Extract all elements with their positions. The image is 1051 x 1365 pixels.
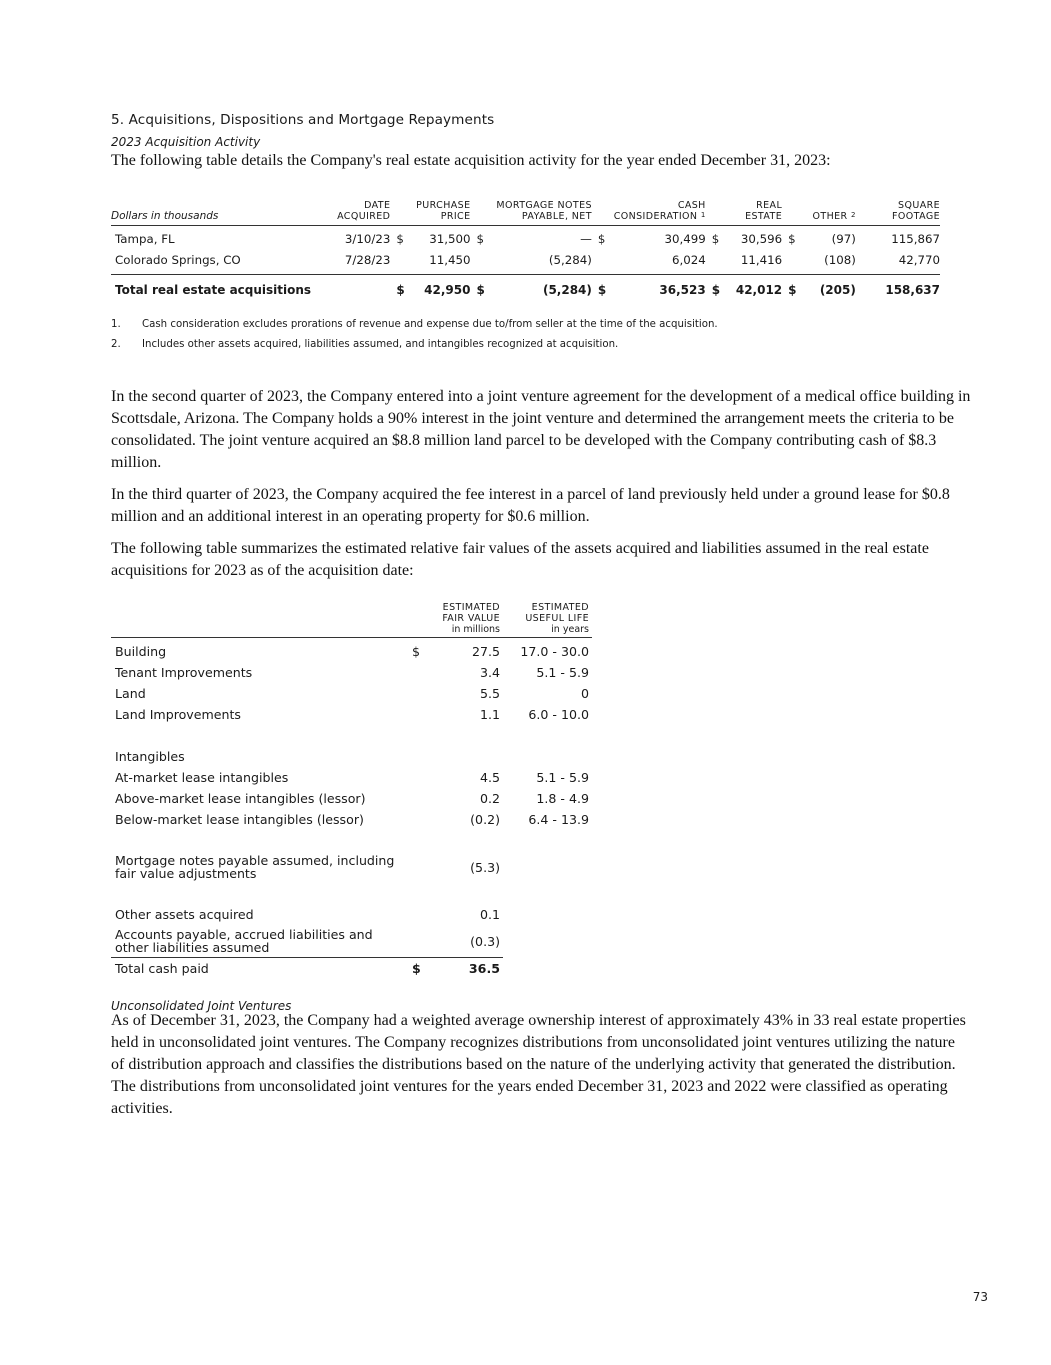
purchase-price-header: PURCHASE PRICE bbox=[390, 200, 470, 226]
currency-symbol: $ bbox=[396, 231, 404, 246]
other-cell: (108) bbox=[824, 252, 856, 267]
acquisition-activity-subheading: 2023 Acquisition Activity bbox=[111, 135, 261, 149]
other-cell: (97) bbox=[831, 231, 856, 246]
document-page bbox=[111, 110, 971, 1117]
total-label: Total real estate acquisitions bbox=[111, 275, 320, 303]
footnote-marker-2: 2 bbox=[850, 211, 856, 219]
table-row: Land 5.5 0 bbox=[115, 686, 589, 701]
price-cell: 31,500 bbox=[429, 231, 471, 246]
currency-symbol: $ bbox=[412, 644, 421, 659]
currency-symbol: $ bbox=[476, 231, 484, 246]
intro-paragraph: The following table details the Company's real estate acquisition activity for the year ended December 31, 2023: bbox=[111, 152, 831, 169]
date-cell: 3/10/23 bbox=[344, 231, 391, 246]
location-cell: Colorado Springs, CO bbox=[115, 252, 241, 267]
cash-cell: 30,499 bbox=[664, 231, 706, 246]
sqft-cell: 115,867 bbox=[891, 231, 940, 246]
footnotes bbox=[111, 315, 718, 355]
footnote-marker-1: 1 bbox=[700, 211, 706, 219]
table-row: Below-market lease intangibles (lessor) (0.2) 6.4 - 13.9 bbox=[115, 812, 589, 827]
date-acquired-header: DATE ACQUIRED bbox=[320, 200, 390, 226]
location-cell: Tampa, FL bbox=[115, 231, 175, 246]
currency-symbol: $ bbox=[788, 231, 796, 246]
currency-symbol: $ bbox=[711, 231, 720, 246]
section-heading: 5. Acquisitions, Dispositions and Mortgage Repayments bbox=[111, 112, 495, 128]
currency-symbol: $ bbox=[470, 275, 488, 303]
total-price: 42,950 bbox=[408, 275, 470, 303]
cash-consideration-header: CASH CONSIDERATION $^1$ bbox=[592, 200, 706, 226]
real-estate-cell: 30,596 bbox=[740, 231, 783, 246]
table-row bbox=[111, 746, 592, 767]
total-other: (205) bbox=[800, 275, 856, 303]
table-row: Tenant Improvements 3.4 5.1 - 5.9 bbox=[115, 665, 589, 680]
fee-interest-paragraph: In the third quarter of 2023, the Company acquired the fee interest in a parcel of land previously held under a ground lease for $0.8 million and an additional interest in an operating property for $0.6 million. bbox=[111, 486, 950, 525]
acquisitions-table bbox=[111, 200, 940, 302]
currency-symbol: $ bbox=[706, 275, 724, 303]
fair-value-header: ESTIMATED FAIR VALUE in millions bbox=[412, 602, 503, 638]
units-header: Dollars in thousands bbox=[111, 200, 320, 226]
total-cash: 36,523 bbox=[610, 275, 706, 303]
table-row: Accounts payable, accrued liabilities and other liabilities assumed (0.3) bbox=[115, 927, 500, 955]
total-cash-paid-row: Total cash paid $ 36.5 bbox=[111, 958, 592, 979]
joint-venture-paragraph: In the second quarter of 2023, the Company entered into a joint venture agreement for the development of a medical office building in Scottsdale, Arizona. The Company holds a 90% interest in the joint venture and determined the arrangement meets the criteria to be consolidated. The joint venture acquired an $8.8 million land parcel to be developed with the Company contributing cash of $8.3 million. bbox=[111, 388, 971, 471]
footnote-1: 1. Cash consideration excludes prorations of revenue and expense due to/from seller at the time of the acquisition. bbox=[111, 319, 718, 330]
table-row: Building $ 27.5 17.0 - 30.0 bbox=[111, 638, 592, 663]
currency-symbol: $ bbox=[597, 231, 606, 246]
currency-symbol: $ bbox=[592, 275, 610, 303]
real-estate-cell: 11,416 bbox=[740, 252, 783, 267]
fair-value-table bbox=[111, 602, 592, 978]
mortgage-cell: — bbox=[580, 231, 592, 246]
intangibles-label: Intangibles bbox=[115, 749, 185, 764]
total-real-estate: 42,012 bbox=[723, 275, 782, 303]
real-estate-header: REAL ESTATE bbox=[706, 200, 782, 226]
table-row: Other assets acquired 0.1 bbox=[115, 907, 500, 922]
square-footage-header: SQUARE FOOTAGE bbox=[856, 200, 940, 226]
currency-symbol: $ bbox=[390, 275, 408, 303]
date-cell: 7/28/23 bbox=[344, 252, 391, 267]
table-row: Above-market lease intangibles (lessor) 0.2 1.8 - 4.9 bbox=[115, 791, 589, 806]
table-row: At-market lease intangibles 4.5 5.1 - 5.9 bbox=[115, 770, 589, 785]
other-header: OTHER $^2$ bbox=[782, 200, 856, 226]
sqft-cell: 42,770 bbox=[898, 252, 940, 267]
price-cell: 11,450 bbox=[429, 252, 471, 267]
page-number: 73 bbox=[972, 1290, 988, 1304]
table-row: Mortgage notes payable assumed, including fair value adjustments (5.3) bbox=[115, 853, 500, 881]
acquisitions-header-row bbox=[111, 200, 940, 226]
total-mortgage: (5,284) bbox=[488, 275, 592, 303]
unconsolidated-jv-subheading: Unconsolidated Joint Ventures bbox=[111, 999, 292, 1013]
fair-value-intro-paragraph: The following table summarizes the estimated relative fair values of the assets acquired and liabilities assumed in the real estate acquisitions for 2023 as of the acquisition date: bbox=[111, 540, 929, 579]
total-sqft: 158,637 bbox=[856, 275, 940, 303]
fair-value-header-row bbox=[111, 602, 592, 638]
currency-symbol: $ bbox=[412, 958, 442, 979]
mortgage-notes-header: MORTGAGE NOTES PAYABLE, NET bbox=[470, 200, 591, 226]
cash-cell: 6,024 bbox=[671, 252, 706, 267]
unconsolidated-jv-paragraph: As of December 31, 2023, the Company had a weighted average ownership interest of approximately 43% in 33 real estate properties held in unconsolidated joint ventures. The Company recognizes distributions from unconsolidated joint ventures utilizing the nature of distribution approach and classifies the distributions based on the nature of the underlying activity that generated the distribution. The distributions from unconsolidated joint ventures for the years ended December 31, 2023 and 2022 were classified as operating activities. bbox=[111, 1012, 966, 1117]
currency-symbol: $ bbox=[782, 275, 800, 303]
useful-life-header: ESTIMATED USEFUL LIFE in years bbox=[503, 602, 592, 638]
table-row: Land Improvements 1.1 6.0 - 10.0 bbox=[115, 707, 589, 722]
mortgage-cell: (5,284) bbox=[548, 252, 592, 267]
footnote-2: 2. Includes other assets acquired, liabilities assumed, and intangibles recognized at acquisition. bbox=[111, 339, 619, 350]
total-row bbox=[111, 275, 940, 303]
table-row bbox=[111, 226, 940, 250]
table-row bbox=[111, 249, 940, 270]
